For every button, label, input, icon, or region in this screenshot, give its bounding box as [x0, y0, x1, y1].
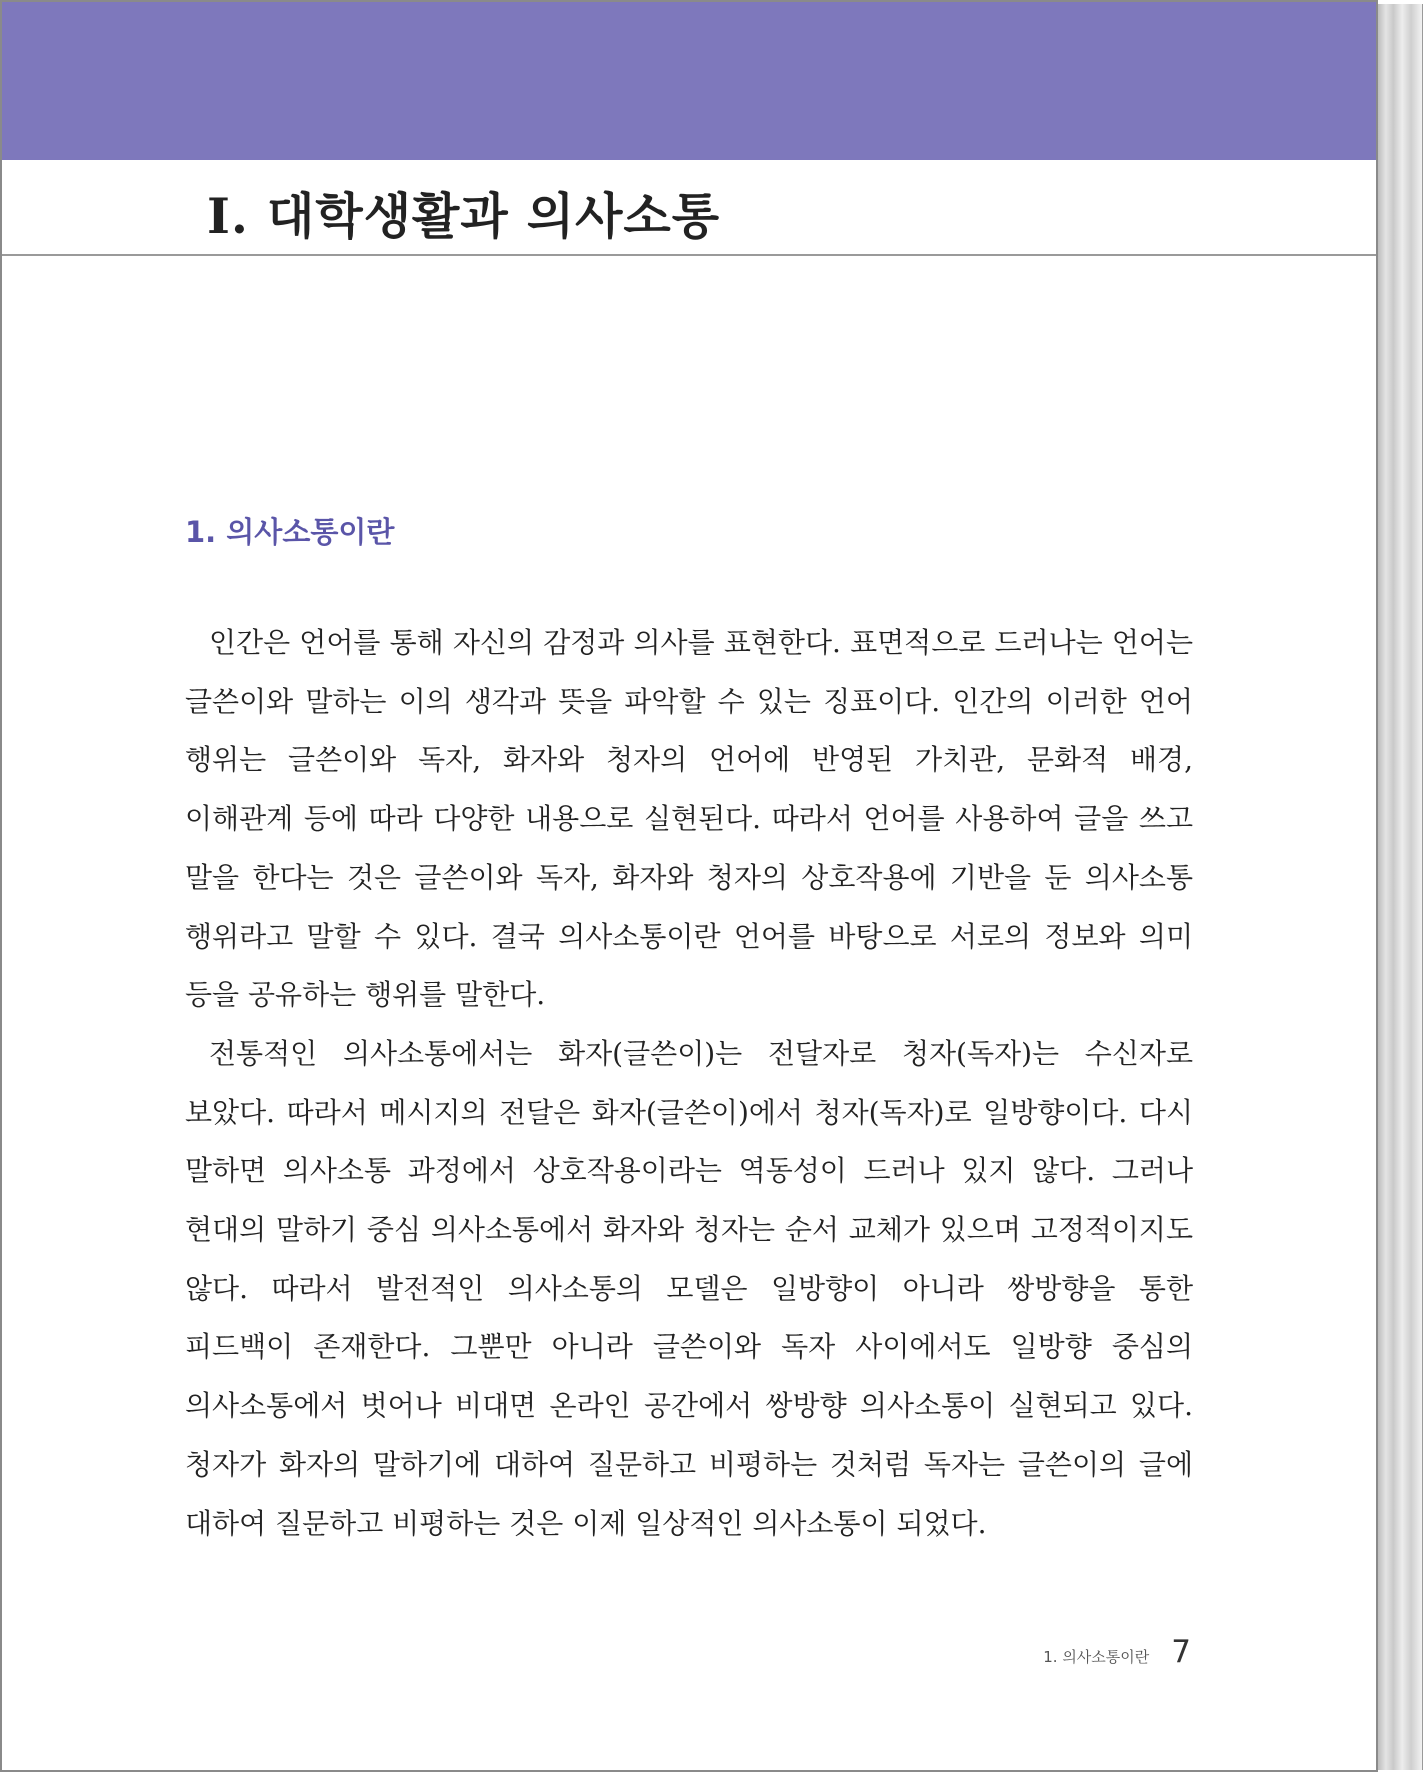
- page-footer: [1043, 1634, 1191, 1670]
- chapter-divider: [2, 254, 1376, 256]
- page-number: 7: [1171, 1634, 1191, 1670]
- body-paragraph-1: 인간은 언어를 통해 자신의 감정과 의사를 표현한다. 표면적으로 드러나는 언어는 글쓴이와 말하는 이의 생각과 뜻을 파악할 수 있는 징표이다. 인간의 이러한 언어 행위는 글쓴이와 독자, 화자와 청자의 언어에 반영된 가치관, 문화적 배경, 이해관계 등에 따라 다양한 내용으로 실현된다. 따라서 언어를 사용하여 글을 쓰고 말을 한다는 것은 글쓴이와 독자, 화자와 청자의 상호작용에 기반을 둔 의사소통 행위라고 말할 수 있다. 결국 의사소통이란 언어를 바탕으로 서로의 정보와 의미 등을 공유하는 행위를 말한다.: [185, 626, 1193, 1012]
- page-stack-edge: [1378, 4, 1423, 1770]
- chapter-title: I. 대학생활과 의사소통: [207, 187, 721, 245]
- body-paragraph-2: 전통적인 의사소통에서는 화자(글쓴이)는 전달자로 청자(독자)는 수신자로 보았다. 따라서 메시지의 전달은 화자(글쓴이)에서 청자(독자)로 일방향이다. 다시 말하면 의사소통 과정에서 상호작용이라는 역동성이 드러나 있지 않다. 그러나 현대의 말하기 중심 의사소통에서 화자와 청자는 순서 교체가 있으며 고정적이지도 않다. 따라서 발전적인 의사소통의 모델은 일방향이 아니라 쌍방향을 통한 피드백이 존재한다. 그뿐만 아니라 글쓴이와 독자 사이에서도 일방향 중심의 의사소통에서 벗어나 비대면 온라인 공간에서 쌍방향 의사소통이 실현되고 있다. 청자가 화자의 말하기에 대하여 질문하고 비평하는 것처럼 독자는 글쓴이의 글에 대하여 질문하고 비평하는 것은 이제 일상적인 의사소통이 되었다.: [185, 1036, 1193, 1540]
- chapter-header-band: [2, 2, 1376, 160]
- body-text: [185, 614, 1193, 1553]
- section-heading: 1. 의사소통이란: [185, 515, 395, 549]
- footer-section-label: 1. 의사소통이란: [1043, 1648, 1150, 1666]
